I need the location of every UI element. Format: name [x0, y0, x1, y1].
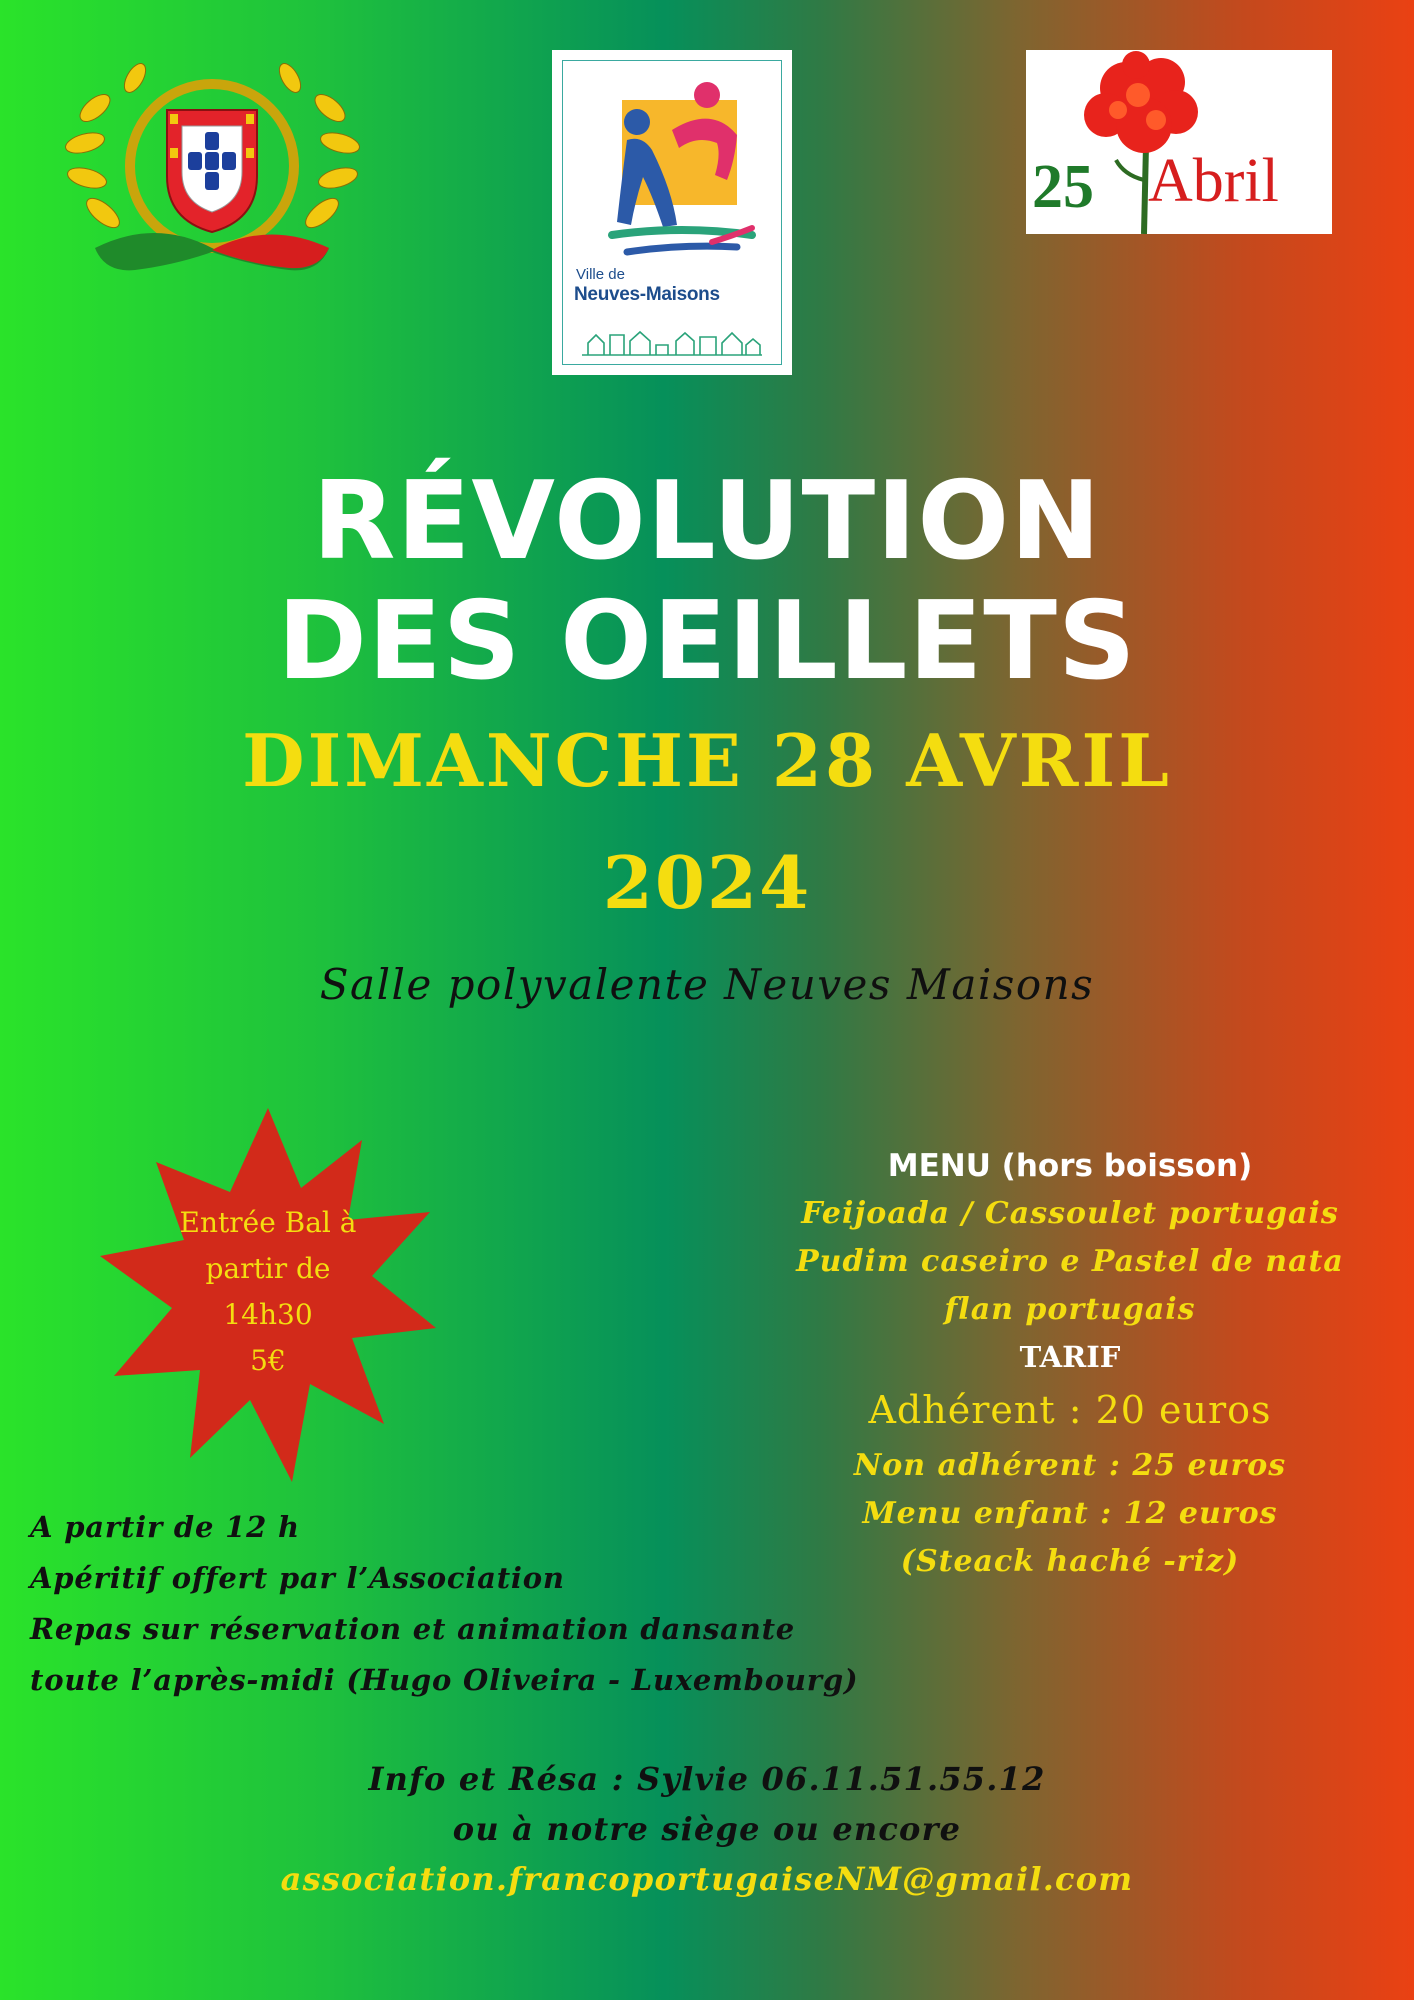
- event-year: 2024: [602, 840, 812, 925]
- portugal-coat-of-arms-icon: [55, 48, 370, 283]
- city-logo-line2: Neuves-Maisons: [574, 284, 720, 305]
- city-logo: [552, 50, 792, 375]
- entry-line2: partir de: [205, 1252, 331, 1285]
- menu-item: Pudim caseiro e Pastel de nata: [796, 1244, 1344, 1279]
- event-venue: Salle polyvalente Neuves Maisons: [319, 960, 1095, 1009]
- city-figures-icon: [592, 70, 762, 260]
- title-line2: DES OEILLETS: [277, 579, 1137, 704]
- contact-email[interactable]: association.francoportugaiseNM@gmail.com: [280, 1860, 1134, 1898]
- contact-line2: ou à notre siège ou encore: [452, 1810, 962, 1848]
- 25-abril-logo: [1026, 50, 1332, 234]
- entry-line1: Entrée Bal à: [179, 1206, 357, 1239]
- abril-logo-number: 25: [1032, 153, 1094, 221]
- city-logo-line1: Ville de: [576, 266, 625, 283]
- contact-phone: Info et Résa : Sylvie 06.11.51.55.12: [368, 1760, 1046, 1798]
- price-non-adherent: Non adhérent : 25 euros: [853, 1448, 1287, 1483]
- event-title: [0, 459, 1414, 704]
- title-line1: RÉVOLUTION: [312, 459, 1102, 584]
- menu-item: Feijoada / Cassoulet portugais: [801, 1196, 1339, 1231]
- event-date: DIMANCHE 28 AVRIL: [242, 718, 1172, 803]
- tarif-label: TARIF: [1019, 1340, 1121, 1374]
- entry-line3: 14h30: [223, 1298, 313, 1331]
- houses-icon: [580, 322, 765, 357]
- price-enfant: Menu enfant : 12 euros: [862, 1496, 1278, 1531]
- schedule-line: Apéritif offert par l’Association: [30, 1561, 565, 1595]
- menu-item: flan portugais: [944, 1292, 1196, 1327]
- menu-title: MENU (hors boisson): [887, 1148, 1253, 1184]
- entry-line4: 5€: [250, 1344, 286, 1377]
- price-adherent: Adhérent : 20 euros: [868, 1388, 1272, 1432]
- schedule-line: toute l’après-midi (Hugo Oliveira - Luxembourg): [30, 1663, 859, 1697]
- price-enfant-detail: (Steack haché -riz): [900, 1544, 1240, 1579]
- entry-info: [140, 1200, 396, 1384]
- schedule-line: A partir de 12 h: [30, 1510, 300, 1544]
- schedule-line: Repas sur réservation et animation dansante: [30, 1612, 796, 1646]
- abril-logo-word: Abril: [1148, 147, 1279, 215]
